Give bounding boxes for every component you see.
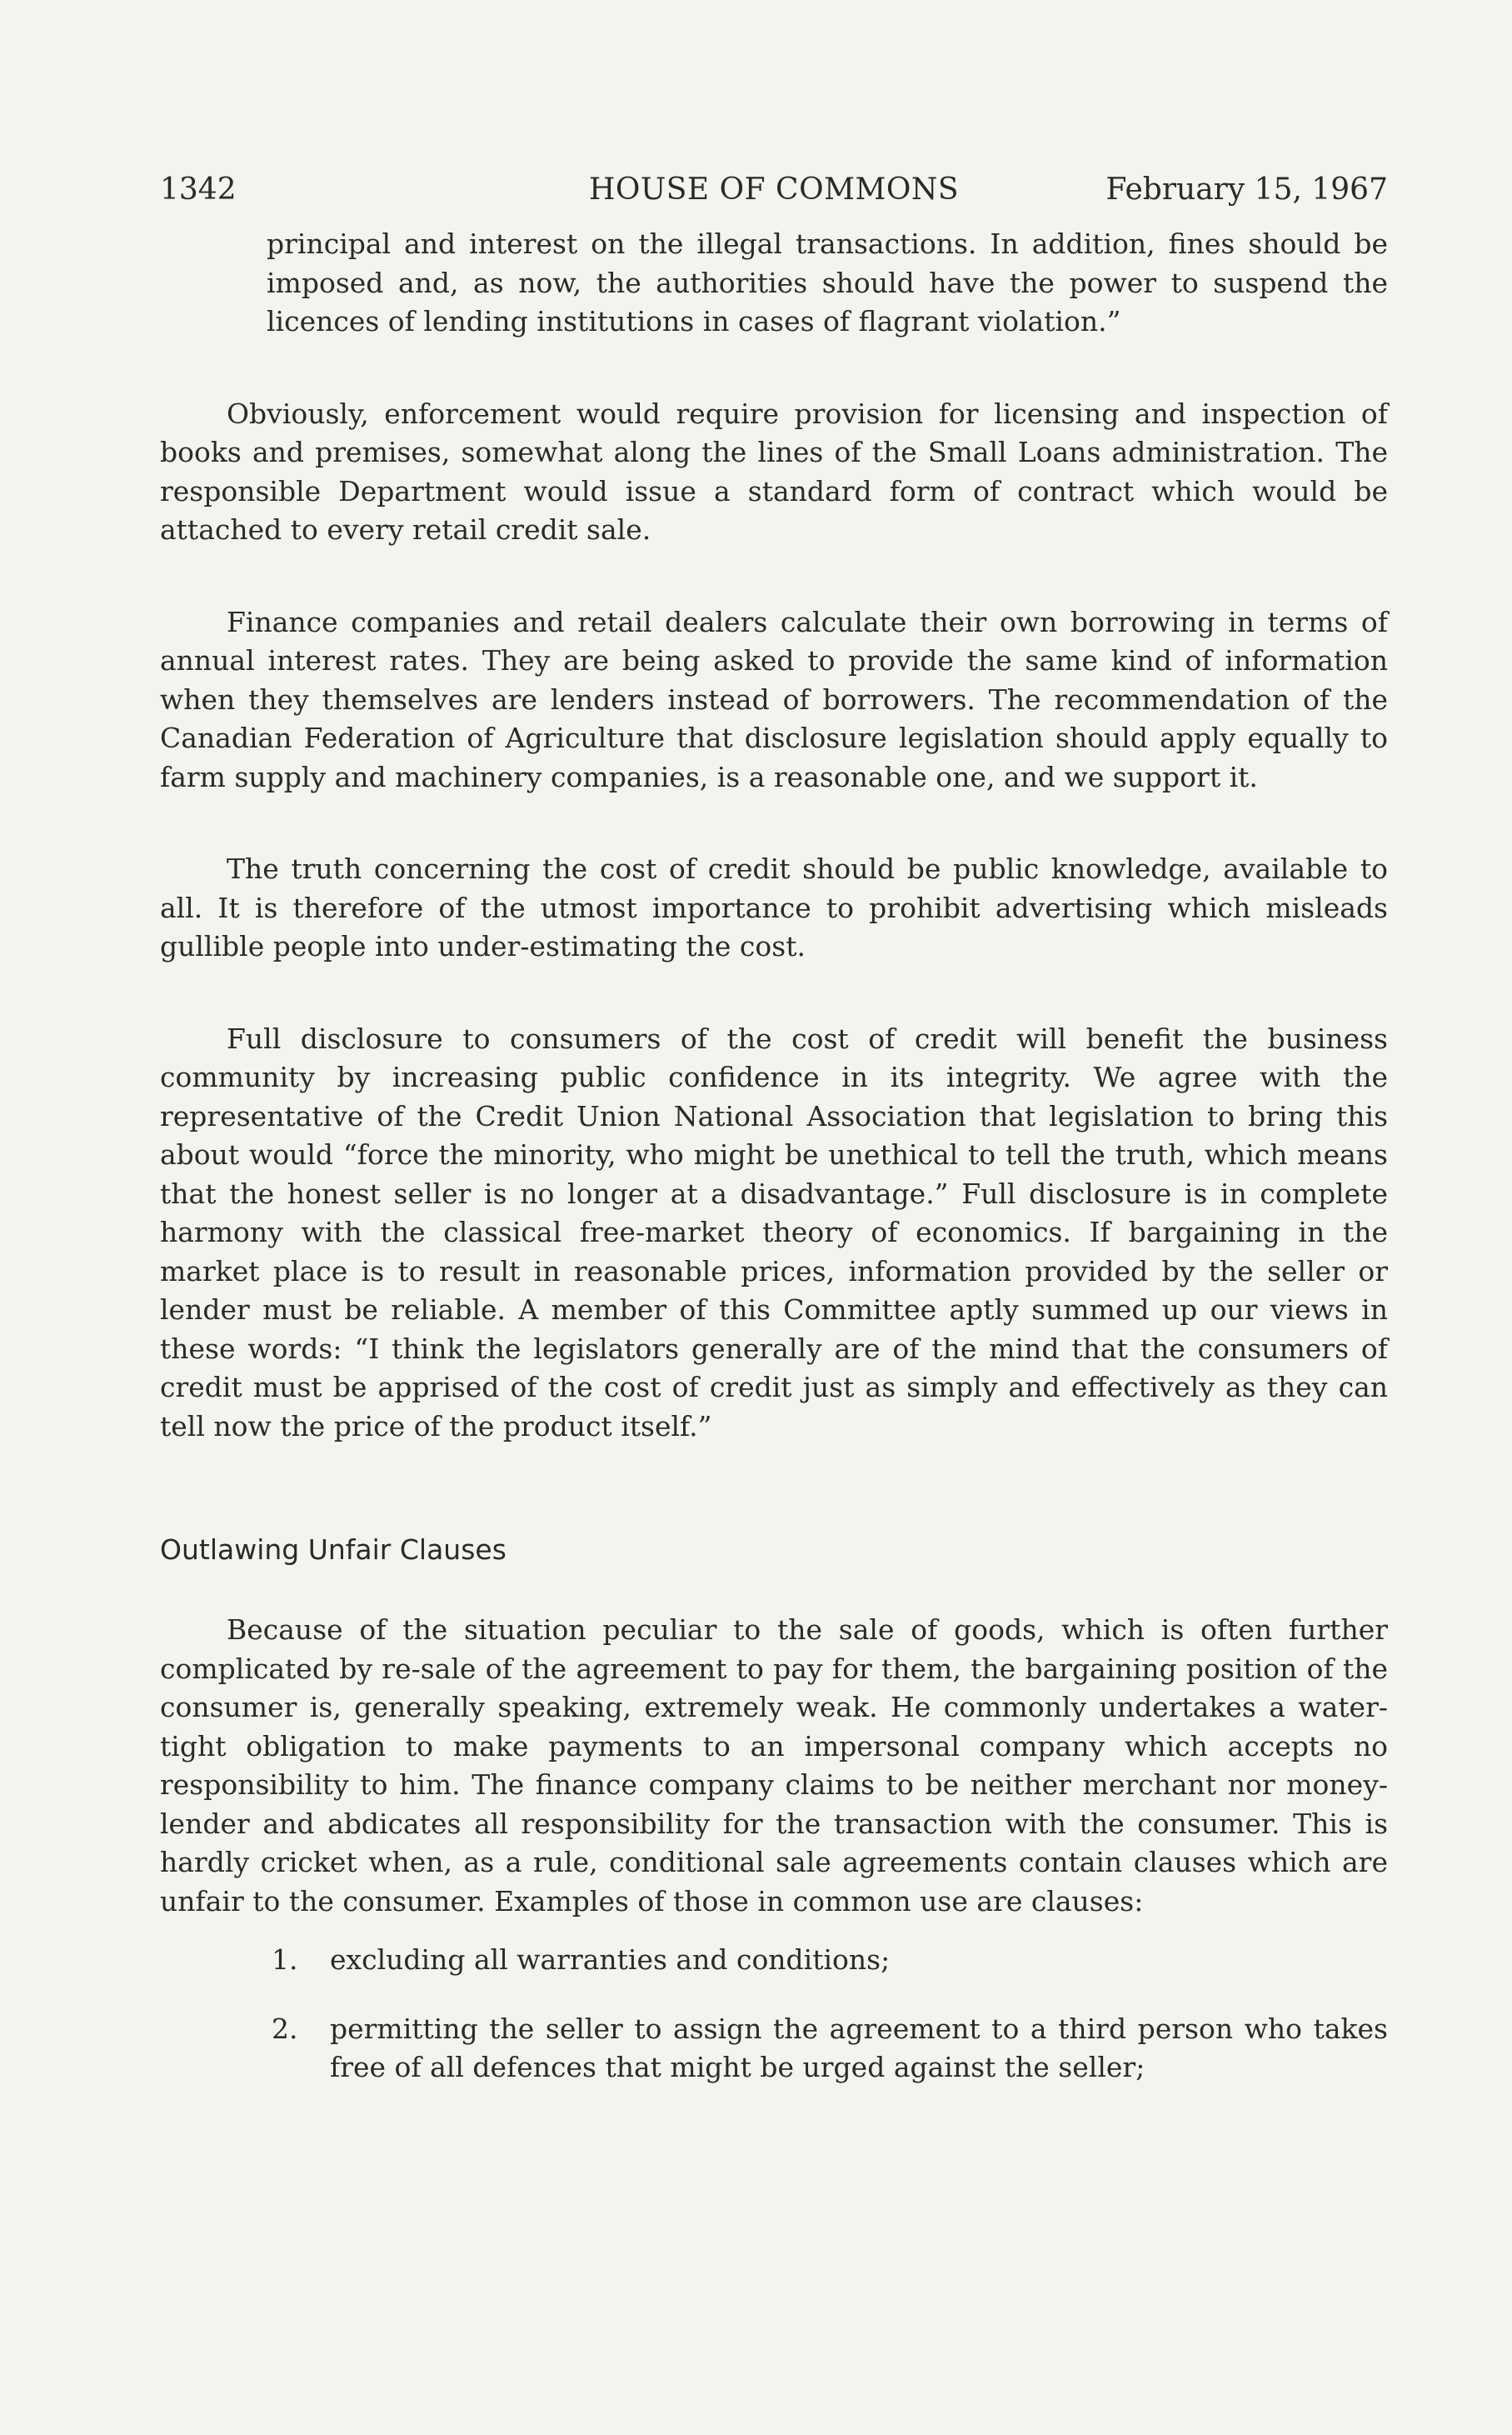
paragraph: Obviously, enforcement would require provision for licensing and inspection of books and premises, somewhat along the lines of the Small Loans administration. The responsible Department would issue a standard form of contract which would be attached to every retail credit sale. <box>160 397 1388 546</box>
body-text <box>160 225 1388 2118</box>
list-item <box>160 2010 1388 2088</box>
list-item-text: excluding all warranties and conditions; <box>330 1943 891 1976</box>
paragraph: Finance companies and retail dealers calculate their own borrowing in terms of annual interest rates. They are being asked to provide the same kind of information when they themselves are lenders instead of borrowers. The recommendation of the Canadian Federation of Agriculture that disclosure legislation should apply equally to farm supply and machinery companies, is a reasonable one, and we support it. <box>160 605 1388 793</box>
list-item-number: 1. <box>272 1943 298 1976</box>
page-number: 1342 <box>160 172 237 207</box>
section-paragraph: Because of the situation peculiar to the sale of goods, which is often further complicated by re-sale of the agreement to pay for them, the bargaining position of the consumer is, generally speaking, extremely weak. He commonly undertakes a water-tight obligation to make payments to an impersonal company which accepts no responsibility to him. The finance company claims to be neither merchant nor money-lender and abdicates all responsibility for the transaction with the consumer. This is hardly cricket when, as a rule, conditional sale agreements contain clauses which are unfair to the consumer. Examples of those in common use are clauses: <box>160 1613 1388 1918</box>
paragraph: The truth concerning the cost of credit should be public knowledge, available to all. It is therefore of the utmost importance to prohibit advertising which misleads gullible people into under-estimating the cost. <box>160 852 1388 962</box>
list-item <box>160 1941 1388 1980</box>
paragraph: Full disclosure to consumers of the cost of credit will benefit the business community by increasing public confidence in its integrity. We agree with the representative of the Credit Union National Association that legislation to bring this about would “force the minority, who might be unethical to tell the truth, which means that the honest seller is no longer at a disadvantage.” Full disclosure is in complete harmony with the classical free-market theory of economics. If bargaining in the market place is to result in reasonable prices, information provided by the seller or lender must be reliable. A member of this Committee aptly summed up our views in these words: “I think the legislators generally are of the mind that the consumers of credit must be apprised of the cost of credit just as simply and effectively as they can tell now the price of the product itself.” <box>160 1022 1388 1442</box>
list-item-text: permitting the seller to assign the agreement to a third person who takes free of all defences that might be urged against the seller; <box>330 2012 1388 2083</box>
running-title: HOUSE OF COMMONS <box>588 172 960 207</box>
clause-list <box>160 1941 1388 2088</box>
list-item-number: 2. <box>272 2012 298 2045</box>
header-date: February 15, 1967 <box>1105 172 1388 207</box>
paragraph-continuation: principal and interest on the illegal transactions. In addition, fines should be imposed and, as now, the authorities should have the power to suspend the licences of lending institutions in cases of flagrant violation.” <box>267 228 1388 338</box>
page-header <box>160 165 1388 215</box>
section-heading: Outlawing Unfair Clauses <box>160 1533 506 1566</box>
